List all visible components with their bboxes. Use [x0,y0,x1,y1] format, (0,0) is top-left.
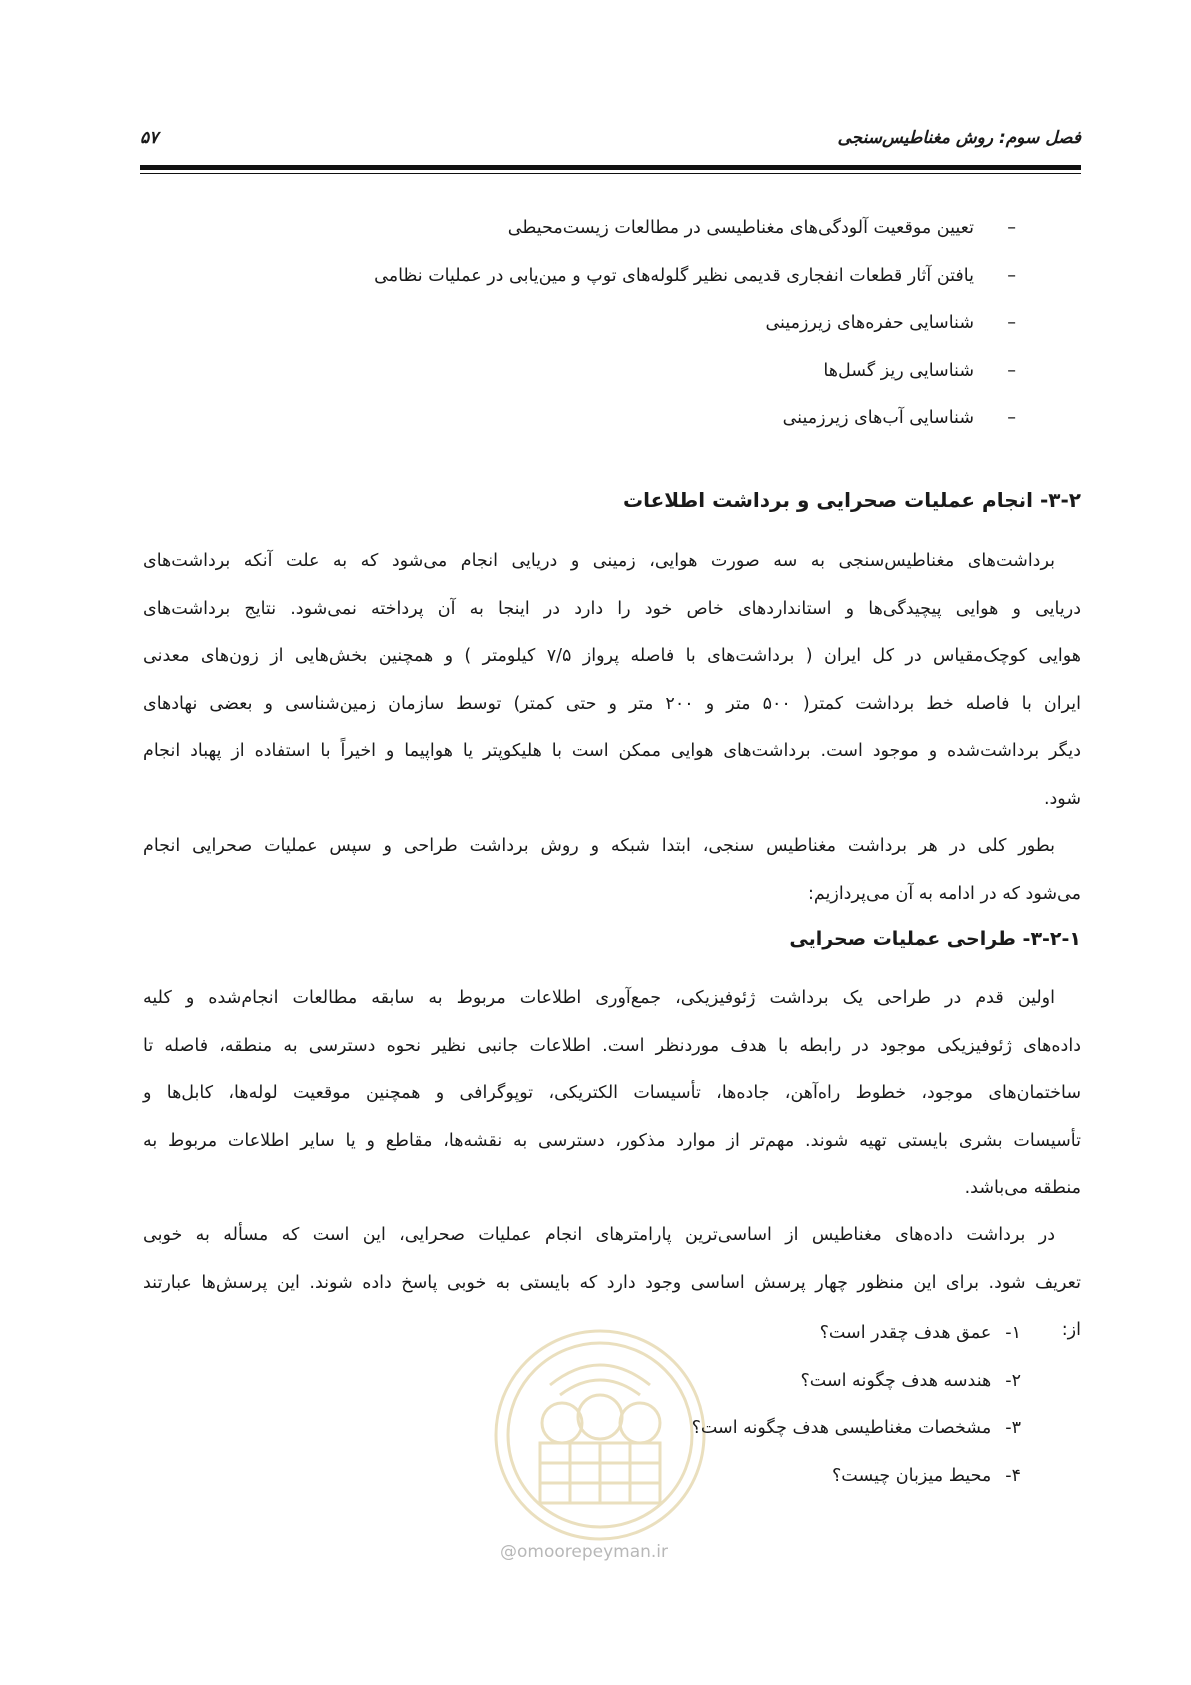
list-item-text: شناسایی آب‌های زیرزمینی [782,408,974,428]
list-item [692,1320,1021,1368]
paragraph-line: اولین قدم در طراحی یک برداشت ژئوفیزیکی، جمع‌آوری اطلاعات مربوط به سابقه مطالعات انجام‌شده و کلیه [143,988,1055,1008]
list-item [692,1463,1021,1511]
list-item-text: عمق هدف چقدر است؟ [819,1323,992,1343]
subsection-heading: ۳-۲-۱- طراحی عملیات صحرایی [789,928,1081,950]
header-rule-thick [140,165,1081,170]
dash-bullet: – [1007,218,1016,238]
paragraph-line: ساختمان‌های موجود، خطوط راه‌آهن، جاده‌ها، تأسیسات الکتریکی، توپوگرافی و همچنین موقعیت لوله‌ها، کابل‌ها و [143,1083,1081,1103]
item-number: ۴- [1005,1465,1021,1486]
item-number: ۳- [1005,1418,1021,1438]
dash-bullet: – [1007,265,1016,286]
header-rule-thin [140,173,1081,174]
list-item-text: شناسایی حفره‌های زیرزمینی [765,313,974,333]
paragraph-line: تأسیسات بشری بایستی تهیه شوند. مهم‌تر از موارد مذکور، دسترسی به نقشه‌ها، مقاطع و یا سایر اطلاعات مربوط به [143,1130,1081,1151]
paragraph-line: تعریف شود. برای این منظور چهار پرسش اساسی وجود دارد که بایستی به خوبی پاسخ داده شوند. این پرسش‌ها عبارتند [143,1272,1081,1293]
list-item-text: محیط میزبان چیست؟ [832,1465,992,1486]
list-item [374,215,1016,263]
paragraph-line: دریایی و هوایی پیچیدگی‌ها و استانداردهای خاص خود را دارد در اینجا به آن پرداخته نمی‌شود. نتایج برداشت‌های [143,598,1081,619]
list-item [374,405,1016,453]
paragraph-line: هوایی کوچک‌مقیاس در کل ایران ( برداشت‌های با فاصله پرواز ۷/۵ کیلومتر ) و همچنین بخش‌هایی از زون‌های معدنی [143,646,1081,666]
list-item [374,358,1016,406]
list-item [374,263,1016,311]
item-number: ۱- [1005,1323,1021,1343]
dash-bullet: – [1007,313,1016,333]
omoore-peyman-seal-icon [490,1325,710,1545]
watermark-url: @omoorepeyman.ir [500,1542,669,1562]
paragraph-line: برداشت‌های مغناطیس‌سنجی به سه صورت هوایی، زمینی و دریایی انجام می‌شود که به علت آنکه برداشت‌های [143,551,1055,571]
list-item [692,1415,1021,1463]
list-item-text: شناسایی ریز گسل‌ها [823,360,974,381]
dash-bullet: – [1007,408,1016,428]
paragraph-survey-design [143,975,1081,1213]
page-number: ۵۷ [140,128,159,148]
list-item-text: تعیین موقعیت آلودگی‌های مغناطیسی در مطالعات زیست‌محیطی [507,218,974,238]
paragraph-line: می‌شود که در ادامه به آن می‌پردازیم: [807,883,1081,904]
list-item-text: مشخصات مغناطیسی هدف چگونه است؟ [691,1418,992,1438]
running-header [140,128,1081,158]
list-item [692,1368,1021,1416]
list-item-text: یافتن آثار قطعات انفجاری قدیمی نظیر گلوله‌های توپ و مین‌یابی در عملیات نظامی [374,265,974,286]
questions-list [692,1320,1021,1510]
paragraph-line: شود. [1043,788,1081,809]
paragraph-line: منطقه می‌باشد. [964,1178,1081,1198]
paragraph-survey-types [143,538,1081,823]
paragraph-line: بطور کلی در هر برداشت مغناطیس سنجی، ابتدا شبکه و روش برداشت طراحی و سپس عملیات صحرایی انجام [143,836,1055,856]
item-number: ۲- [1005,1370,1021,1391]
applications-list [374,215,1016,453]
paragraph-line: ایران با فاصله خط برداشت کمتر( ۵۰۰ متر و ۲۰۰ متر و حتی کمتر) توسط سازمان زمین‌شناسی و بعضی نهادهای [143,693,1081,714]
list-item-text: هندسه هدف چگونه است؟ [800,1370,992,1391]
paragraph-line: از: [1061,1320,1081,1340]
paragraph-line: داده‌های ژئوفیزیکی موجود در رابطه با هدف موردنظر است. اطلاعات جانبی نظیر نحوه دسترسی به منطقه، فاصله تا [143,1035,1081,1056]
dash-bullet: – [1007,360,1016,381]
paragraph-line: دیگر برداشت‌شده و موجود است. برداشت‌های هوایی ممکن است با هلیکوپتر یا هواپیما و اخیراً با استفاده از پهباد انجام [143,741,1081,761]
section-heading: ۳-۲- انجام عملیات صحرایی و برداشت اطلاعات [622,488,1081,512]
chapter-title: فصل سوم: روش مغناطیس‌سنجی [837,128,1081,148]
paragraph-line: در برداشت داده‌های مغناطیس از اساسی‌ترین پارامترهای انجام عملیات صحرایی، این است که مسأله به خوبی [143,1225,1055,1245]
paragraph-general-procedure [143,823,1081,918]
list-item [374,310,1016,358]
